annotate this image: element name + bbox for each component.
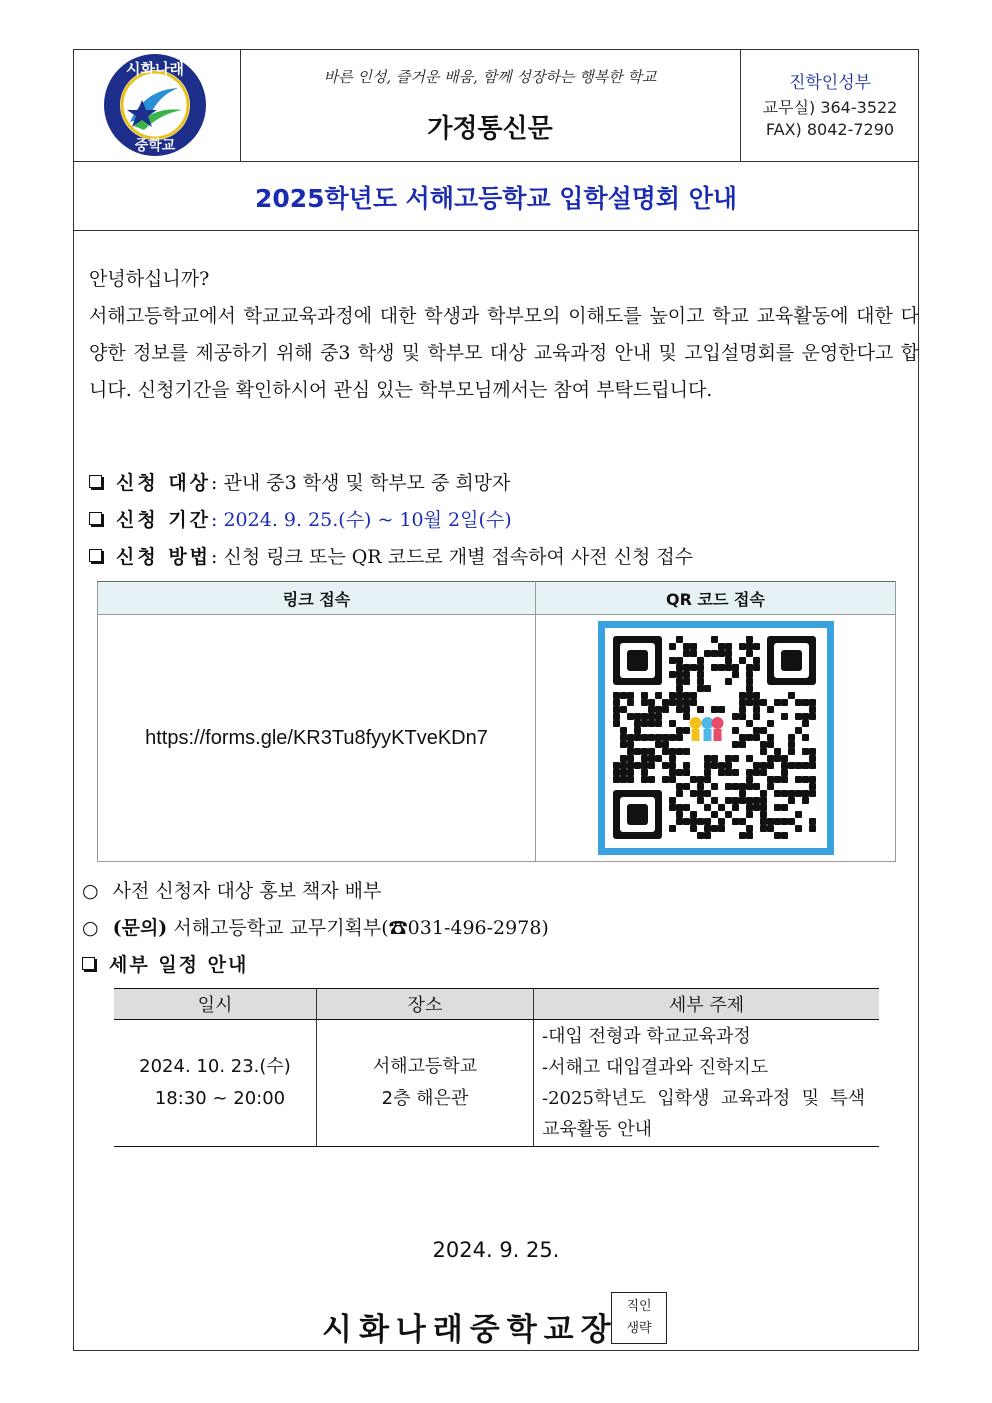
access-table <box>97 581 896 862</box>
document-frame <box>73 49 919 1351</box>
period-label: 신청 기간 <box>116 509 212 531</box>
inquiry-label: (문의) <box>112 917 168 939</box>
seal-line1: 직인 <box>626 1299 652 1314</box>
application-target <box>89 468 510 495</box>
topic-item: -대입 전형과 학교교육과정 <box>542 1026 751 1047</box>
logo-cell <box>74 50 241 161</box>
intro-body: 서해고등학교에서 학교교육과정에 대한 학생과 학부모의 이해도를 높이고 학교 교육활동에 대한 다양한 정보를 제공하기 위해 중3 학생 및 학부모 대상 교육과정 안내 및 고입설명회를 운영한다고 합니다. 신청기간을 확인하시어 관심 있는 학부모님께서는 참여 부탁드립니다. <box>89 305 919 401</box>
checkbox-bullet-icon <box>82 957 95 970</box>
method-label: 신청 방법 <box>116 546 212 568</box>
place-line2: 2층 해은관 <box>381 1088 469 1109</box>
checkbox-bullet-icon <box>89 475 102 488</box>
topic-item: -2025학년도 입학생 교육과정 및 특색 교육활동 안내 <box>542 1088 865 1140</box>
method-value: : 신청 링크 또는 QR 코드로 개별 접속하여 사전 신청 접수 <box>211 546 694 568</box>
office-phone: 교무실) 364-3522 <box>762 98 898 117</box>
place-line1: 서해고등학교 <box>372 1056 478 1077</box>
qr-code-icon <box>605 628 827 848</box>
brochure-note <box>82 876 381 903</box>
title-row <box>74 161 918 231</box>
newsletter-title: 가정통신문 <box>427 114 553 144</box>
school-logo-icon <box>74 50 240 161</box>
department-name: 진학인성부 <box>788 73 872 93</box>
contact-cell <box>740 50 920 161</box>
application-method <box>89 542 693 569</box>
col-topics: 세부 주제 <box>534 989 880 1020</box>
svg-text:중학교: 중학교 <box>134 138 176 154</box>
form-link[interactable]: https://forms.gle/KR3Tu8fyyKTveKDn7 <box>98 615 536 862</box>
circle-bullet-icon: ○ <box>82 880 99 902</box>
period-value: : 2024. 9. 25.(수) ~ 10월 2일(수) <box>211 509 512 531</box>
schedule-heading <box>82 950 248 977</box>
inquiry-value: 서해고등학교 교무기획부(☎031-496-2978) <box>167 917 549 939</box>
schedule-heading-text: 세부 일정 안내 <box>109 954 249 976</box>
schedule-topics <box>534 1020 880 1147</box>
brochure-text: 사전 신청자 대상 홍보 책자 배부 <box>112 880 382 902</box>
document-title: 2025학년도 서해고등학교 입학설명회 안내 <box>254 184 738 213</box>
checkbox-bullet-icon <box>89 549 102 562</box>
col-place: 장소 <box>317 989 534 1020</box>
schedule-datetime <box>114 1020 317 1147</box>
checkbox-bullet-icon <box>89 512 102 525</box>
qr-code[interactable] <box>598 621 834 855</box>
greeting: 안녕하십니까? <box>89 268 210 290</box>
circle-bullet-icon: ○ <box>82 917 99 939</box>
principal-signature: 시화나래중학교장 <box>322 1312 618 1348</box>
schedule-place <box>317 1020 534 1147</box>
fax-number: FAX) 8042-7290 <box>765 120 895 139</box>
title-cell <box>240 50 741 161</box>
link-header: 링크 접속 <box>98 582 536 615</box>
issue-date: 2024. 9. 25. <box>432 1238 560 1262</box>
schedule-date: 2024. 10. 23.(수) <box>139 1056 291 1077</box>
schedule-time: 18:30 ~ 20:00 <box>154 1088 286 1109</box>
table-row <box>114 1020 879 1147</box>
col-datetime: 일시 <box>114 989 317 1020</box>
target-value: : 관내 중3 학생 및 학부모 중 희망자 <box>211 472 511 494</box>
qr-header: QR 코드 접속 <box>536 582 896 615</box>
inquiry-note <box>82 913 549 940</box>
school-motto: 바른 인성, 즐거운 배움, 함께 성장하는 행복한 학교 <box>323 68 657 86</box>
qr-cell <box>536 615 896 862</box>
letter-header <box>74 50 918 162</box>
svg-text:시화나래: 시화나래 <box>126 60 184 78</box>
official-seal <box>611 1292 667 1344</box>
seal-line2: 생략 <box>626 1321 652 1336</box>
topic-item: -서해고 대입결과와 진학지도 <box>542 1057 769 1078</box>
schedule-table <box>114 988 879 1147</box>
application-period <box>89 505 512 532</box>
target-label: 신청 대상 <box>116 472 212 494</box>
